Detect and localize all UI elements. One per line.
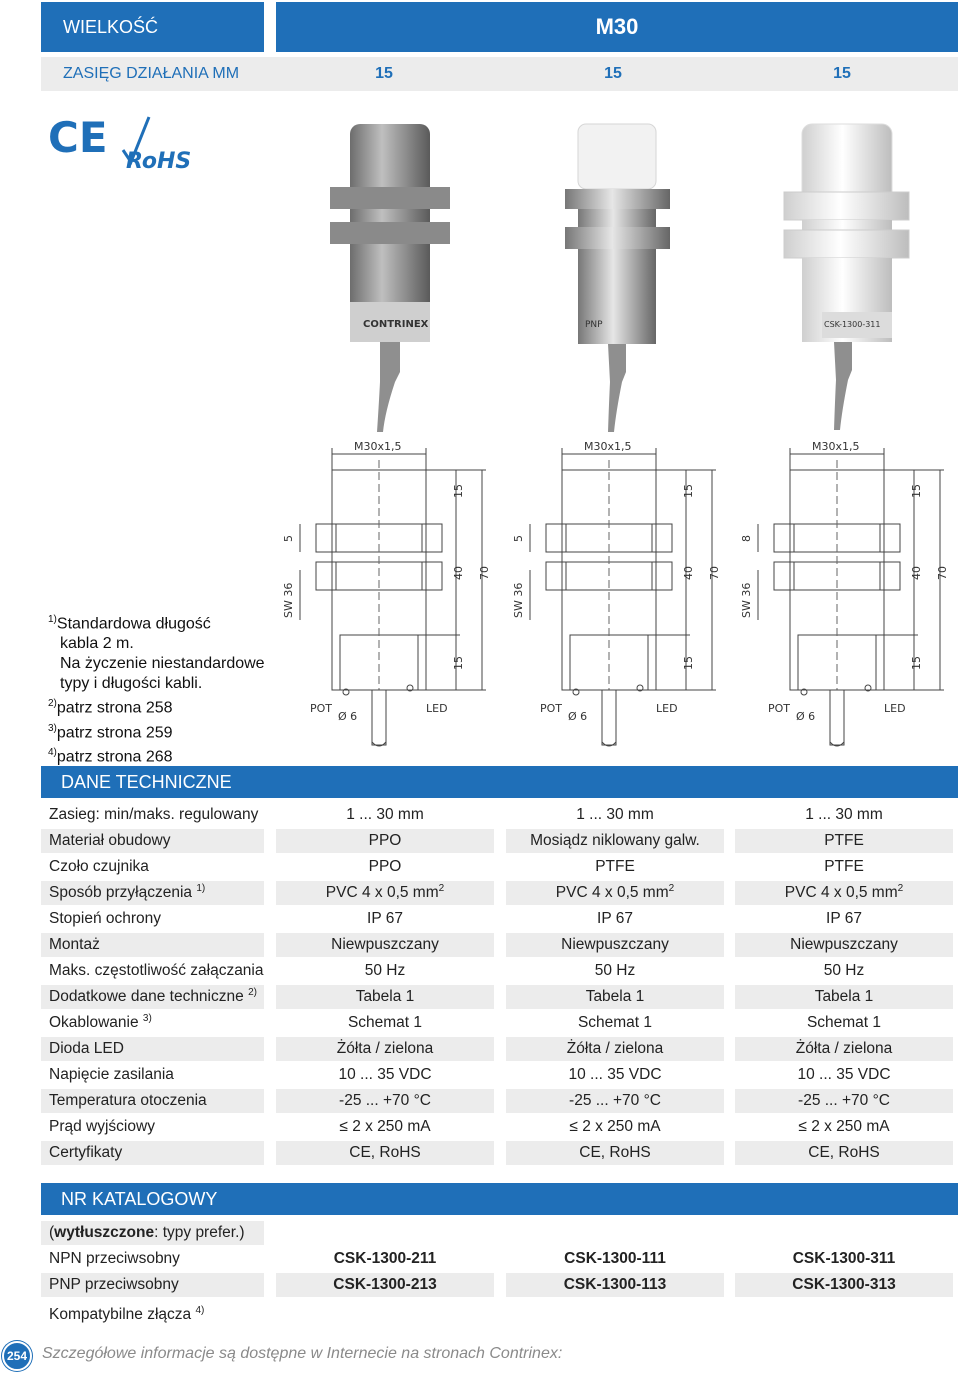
tech-row-value-text: IP 67 [367,910,403,927]
tech-row-value [735,1141,953,1165]
footnotes [48,610,265,767]
tech-row-value [735,1037,953,1061]
dim-70: 70 [708,566,721,580]
footer-note: Szczegółowe informacje są dostępne w Internecie na stronach Contrinex: [42,1345,563,1362]
tech-row-label [41,881,264,905]
tech-row-value [506,1115,724,1139]
led-label: LED [884,702,906,715]
tech-row-value-text: CE, RoHS [808,1144,880,1161]
catalog-section-title: NR KATALOGOWY [41,1183,958,1215]
tech-row-value [735,907,953,931]
tech-row-label [41,829,264,853]
tech-row-value-text: 50 Hz [594,962,636,979]
tech-row-value [735,829,953,853]
tech-row-value [276,907,494,931]
tech-row-label [41,1089,264,1113]
note-3-text: patrz strona 259 [56,723,173,741]
tech-row-label [41,1141,264,1165]
tech-row-label [41,959,264,983]
tech-row-value [506,1037,724,1061]
certification-logos [48,110,198,180]
tech-row-value [506,803,724,827]
led-label: LED [426,702,448,715]
tech-row-label-text: Montaż [49,936,100,953]
tech-row-value [276,881,494,905]
cable-diameter-label: Ø 6 [796,710,816,723]
tech-row-value-text: 50 Hz [364,962,406,979]
product-photo-plastic [305,112,475,432]
note-1-text: Standardowa długość [56,615,211,633]
tech-row-value [735,803,953,827]
tech-row-value-text: PVC 4 x 0,5 mm [784,884,898,901]
tech-row-label-text: Temperatura otoczenia [49,1092,207,1109]
tech-row-value [506,829,724,853]
tech-row-value [276,855,494,879]
catalog-part-number [735,1299,953,1323]
catalog-row-label-text: NPN przeciwsobny [49,1250,180,1267]
tech-row-label [41,1063,264,1087]
size-header-label: WIELKOŚĆ [41,2,264,52]
tech-row-value [506,881,724,905]
note-1-line3: Na życzenie niestandardowe [60,655,265,673]
pot-label: POT [768,702,791,715]
catalog-part-number: CSK-1300-113 [506,1273,724,1297]
tech-row-value [276,1141,494,1165]
catalog-legend [41,1221,264,1245]
range-value-3: 15 [833,65,851,82]
range-row [41,57,958,91]
tech-row-value-text: Schemat 1 [347,1014,423,1031]
tech-row-value-text: CE, RoHS [349,1144,421,1161]
tech-row-value [276,959,494,983]
range-label: ZASIĘG DZIAŁANIA MM [63,65,240,82]
tech-row-value [276,985,494,1009]
tech-row-value-sup: 2 [897,882,904,894]
tech-row-label-text: Maks. częstotliwość załączania [49,962,264,979]
tech-row-value-sup: 2 [438,882,445,894]
ce-logo: CE [48,113,108,162]
tech-row-label [41,1037,264,1061]
tech-row-label [41,1115,264,1139]
catalog-row-label [41,1247,264,1271]
pot-label: POT [540,702,563,715]
tech-row-value-text: IP 67 [597,910,633,927]
tech-row-value-text: Tabela 1 [355,988,415,1005]
tech-row-value [506,1089,724,1113]
tech-row-value [506,1141,724,1165]
tech-row-value-text: 1 ... 30 mm [346,806,424,823]
photo-marking: CONTRINEX [363,319,429,330]
tech-row-value-text: CE, RoHS [579,1144,651,1161]
catalog-part-number: CSK-1300-313 [735,1273,953,1297]
catalog-legend-open: ( [49,1224,55,1241]
tech-row-footnote: 3) [142,1012,152,1024]
tech-row-value-text: Niewpuszczany [790,936,898,953]
tech-row-value [735,1011,953,1035]
wrench-size-label: SW 36 [740,582,753,618]
tech-row-value-text: PTFE [824,858,864,875]
tech-row-value [276,803,494,827]
tech-row-value-text: PPO [368,858,402,875]
tech-row-value-text: ≤ 2 x 250 mA [339,1118,431,1135]
tech-row-value [735,1063,953,1087]
tech-row-value-text: -25 ... +70 °C [798,1092,890,1109]
tech-row-value [735,855,953,879]
photo-marking: PNP [585,320,603,330]
tech-row-value [276,1063,494,1087]
tech-row-value-text: Żółta / zielona [336,1040,434,1057]
wrench-size-label: SW 36 [512,582,525,618]
tech-row-footnote: 1) [196,882,206,894]
dim-15-top: 15 [910,484,923,498]
dim-15-bottom: 15 [682,656,695,670]
note-4-mark: 4) [48,746,57,758]
dim-nut-width: 5 [282,535,295,542]
dim-40: 40 [452,566,465,580]
tech-row-label-text: Dodatkowe dane techniczne [49,988,244,1005]
tech-row-value [276,829,494,853]
tech-row-value [506,1011,724,1035]
tech-row-value-text: PPO [368,832,402,849]
tech-row-value-text: ≤ 2 x 250 mA [569,1118,661,1135]
tech-row-label-text: Czoło czujnika [49,858,149,875]
catalog-part-number: CSK-1300-211 [333,1250,437,1267]
tech-row-value-text: 10 ... 35 VDC [568,1066,662,1083]
tech-row-value-text: Niewpuszczany [561,936,669,953]
note-1-line2: kabla 2 m. [60,635,134,653]
tech-row-label-text: Okablowanie [49,1014,139,1031]
dim-15-bottom: 15 [910,656,923,670]
tech-row-value [506,959,724,983]
catalog-part-number: CSK-1300-213 [276,1273,494,1297]
dimension-drawing [740,440,949,746]
tech-row-value-text: PVC 4 x 0,5 mm [325,884,439,901]
tech-row-label-text: Stopień ochrony [49,910,162,927]
tech-row-footnote: 2) [248,986,257,998]
tech-row-value-text: ≤ 2 x 250 mA [798,1118,890,1135]
tech-row-label [41,803,264,827]
tech-row-value-text: 1 ... 30 mm [576,806,654,823]
catalog-row-label [41,1299,264,1323]
size-header-value: M30 [276,2,958,52]
tech-row-value-text: PVC 4 x 0,5 mm [555,884,669,901]
tech-row-value [276,1011,494,1035]
tech-row-label-text: Zasieg: min/maks. regulowany [49,806,259,823]
range-value-1: 15 [375,65,393,82]
tech-row-value-text: Żółta / zielona [795,1040,893,1057]
tech-row-value [276,933,494,957]
catalog-legend-rest: : typy prefer.) [154,1224,245,1241]
tech-row-value [276,1089,494,1113]
tech-row-label [41,855,264,879]
dimension-drawing [282,440,491,746]
dim-40: 40 [682,566,695,580]
tech-row-label [41,933,264,957]
rohs-icon [123,117,191,174]
dim-nut-width: 8 [740,535,753,542]
tech-row-value-text: 10 ... 35 VDC [338,1066,432,1083]
catalog-row-label-text: Kompatybilne złącza [49,1306,192,1324]
tech-row-value-text: 1 ... 30 mm [805,806,883,823]
product-photo-brass [530,112,700,432]
tech-row-label-text: Napięcie zasilania [49,1066,174,1083]
tech-row-value-text: Tabela 1 [585,988,645,1005]
cable-diameter-label: Ø 6 [568,710,588,723]
tech-row-value [735,933,953,957]
tech-row-label-text: Certyfikaty [49,1144,123,1161]
tech-row-value [735,985,953,1009]
tech-row-value [506,933,724,957]
dim-15-bottom: 15 [452,656,465,670]
catalog-part-number [506,1299,724,1323]
thread-label: M30x1,5 [584,440,632,453]
tech-row-value-text: PTFE [595,858,635,875]
tech-row-value-text: -25 ... +70 °C [569,1092,661,1109]
dimension-drawings [276,430,960,760]
catalog-row-footnote: 4) [195,1305,205,1316]
tech-row-value [506,985,724,1009]
tech-row-label [41,1011,264,1035]
tech-row-label-text: Materiał obudowy [49,832,171,849]
tech-row-label [41,907,264,931]
dimension-drawing [512,440,721,746]
tech-section-title: DANE TECHNICZNE [41,766,958,798]
dim-15-top: 15 [452,484,465,498]
rohs-logo: RoHS [126,149,192,174]
range-value-2: 15 [604,65,622,82]
thread-label: M30x1,5 [812,440,860,453]
catalog-legend-bold: wytłuszczone [54,1224,155,1241]
tech-row-value-text: Tabela 1 [814,988,874,1005]
tech-row-value [276,1115,494,1139]
catalog-part-number [276,1299,494,1323]
note-1-mark: 1) [48,614,57,625]
dim-40: 40 [910,566,923,580]
catalog-part-number: CSK-1300-311 [792,1250,896,1267]
note-2-text: patrz strona 258 [56,699,173,717]
catalog-part-number: CSK-1300-111 [564,1250,666,1267]
thread-label: M30x1,5 [354,440,402,453]
tech-row-value-text: Żółta / zielona [566,1040,664,1057]
led-label: LED [656,702,678,715]
note-3-mark: 3) [48,722,57,734]
tech-row-value-sup: 2 [668,882,675,894]
tech-row-value-text: Niewpuszczany [331,936,439,953]
tech-row-label-text: Sposób przyłączenia [49,884,193,901]
tech-row-value-text: IP 67 [826,910,862,927]
note-2-mark: 2) [48,698,57,710]
tech-row-label [41,985,264,1009]
dim-70: 70 [936,566,949,580]
dim-70: 70 [478,566,491,580]
dim-nut-width: 5 [512,535,525,542]
catalog-row-label [41,1273,264,1297]
tech-row-value [506,907,724,931]
tech-row-value [735,1115,953,1139]
tech-row-value [735,881,953,905]
tech-row-label-text: Prąd wyjściowy [49,1118,155,1135]
note-4-text: patrz strona 268 [56,748,173,766]
catalog-row-label-text: PNP przeciwsobny [49,1276,179,1293]
tech-row-value [276,1037,494,1061]
tech-row-value-text: Schemat 1 [577,1014,653,1031]
tech-row-value [735,959,953,983]
ce-mark-icon [48,110,198,180]
cable-diameter-label: Ø 6 [338,710,358,723]
tech-row-value [506,1063,724,1087]
wrench-size-label: SW 36 [282,582,295,618]
pot-label: POT [310,702,333,715]
tech-row-value-text: -25 ... +70 °C [339,1092,431,1109]
tech-row-label-text: Dioda LED [49,1040,124,1057]
photo-marking: CSK-1300-311 [824,320,881,329]
dim-15-top: 15 [682,484,695,498]
tech-row-value-text: PTFE [824,832,864,849]
tech-row-value-text: 10 ... 35 VDC [797,1066,891,1083]
tech-row-value [506,855,724,879]
note-1-line4: typy i długości kabli. [60,675,203,693]
tech-row-value-text: 50 Hz [823,962,865,979]
page-number-badge: 254 [2,1341,32,1371]
tech-row-value-text: Schemat 1 [806,1014,882,1031]
tech-row-value-text: Mosiądz niklowany galw. [530,832,700,849]
tech-row-value [735,1089,953,1113]
product-photo-ptfe [762,112,932,432]
